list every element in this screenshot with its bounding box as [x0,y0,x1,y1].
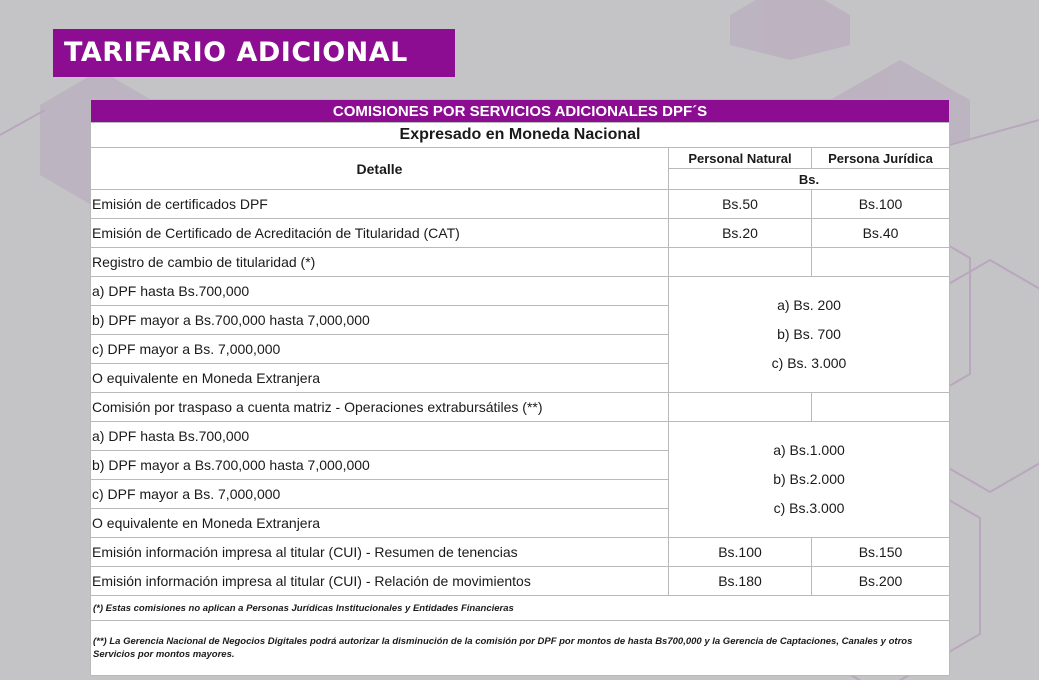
value-juridica: Bs.150 [812,538,950,567]
merged-values-traspaso [669,422,950,538]
table-row [91,190,950,219]
merged-value: c) Bs. 3.000 [771,355,847,371]
table-row [91,422,950,451]
table-row [91,277,950,306]
value-juridica: Bs.100 [812,190,950,219]
table-row [91,248,950,277]
commissions-table [90,99,950,676]
table-row [91,219,950,248]
row-label: c) DPF mayor a Bs. 7,000,000 [91,480,669,509]
row-label: Emisión de Certificado de Acreditación de Titularidad (CAT) [91,219,669,248]
row-label: O equivalente en Moneda Extranjera [91,364,669,393]
table-row [91,393,950,422]
footnote-2: (**) La Gerencia Nacional de Negocios Digitales podrá autorizar la disminución de la comisión por DPF por montos de hasta Bs700,000 y la Gerencia de Captaciones, Canales y otros Servicios por montos mayores. [91,621,950,676]
row-label: O equivalente en Moneda Extranjera [91,509,669,538]
merged-value: b) Bs.2.000 [773,471,845,487]
merged-value: b) Bs. 700 [777,326,841,342]
table-heading: COMISIONES POR SERVICIOS ADICIONALES DPF´S [91,100,950,123]
column-header-detalle: Detalle [91,148,669,190]
row-label: b) DPF mayor a Bs.700,000 hasta 7,000,000 [91,451,669,480]
empty-cell [812,248,950,277]
row-label: a) DPF hasta Bs.700,000 [91,422,669,451]
currency-header: Bs. [669,169,950,190]
merged-values-titularidad [669,277,950,393]
row-label: Comisión por traspaso a cuenta matriz - Operaciones extrabursátiles (**) [91,393,669,422]
table-row [91,538,950,567]
value-juridica: Bs.200 [812,567,950,596]
column-header-juridica: Persona Jurídica [812,148,950,169]
value-natural: Bs.180 [669,567,812,596]
row-label: b) DPF mayor a Bs.700,000 hasta 7,000,000 [91,306,669,335]
merged-value: a) Bs.1.000 [773,442,845,458]
table-subheading: Expresado en Moneda Nacional [91,123,950,148]
merged-value: a) Bs. 200 [777,297,841,313]
column-header-natural: Personal Natural [669,148,812,169]
table-row [91,567,950,596]
merged-value: c) Bs.3.000 [773,500,845,516]
empty-cell [669,248,812,277]
footnote-1: (*) Estas comisiones no aplican a Personas Jurídicas Institucionales y Entidades Financieras [91,596,950,621]
row-label: Emisión de certificados DPF [91,190,669,219]
page-title: TARIFARIO ADICIONAL [53,29,455,77]
value-natural: Bs.100 [669,538,812,567]
value-juridica: Bs.40 [812,219,950,248]
row-label: Registro de cambio de titularidad (*) [91,248,669,277]
value-natural: Bs.50 [669,190,812,219]
empty-cell [669,393,812,422]
row-label: Emisión información impresa al titular (CUI) - Relación de movimientos [91,567,669,596]
row-label: Emisión información impresa al titular (CUI) - Resumen de tenencias [91,538,669,567]
value-natural: Bs.20 [669,219,812,248]
row-label: c) DPF mayor a Bs. 7,000,000 [91,335,669,364]
row-label: a) DPF hasta Bs.700,000 [91,277,669,306]
empty-cell [812,393,950,422]
